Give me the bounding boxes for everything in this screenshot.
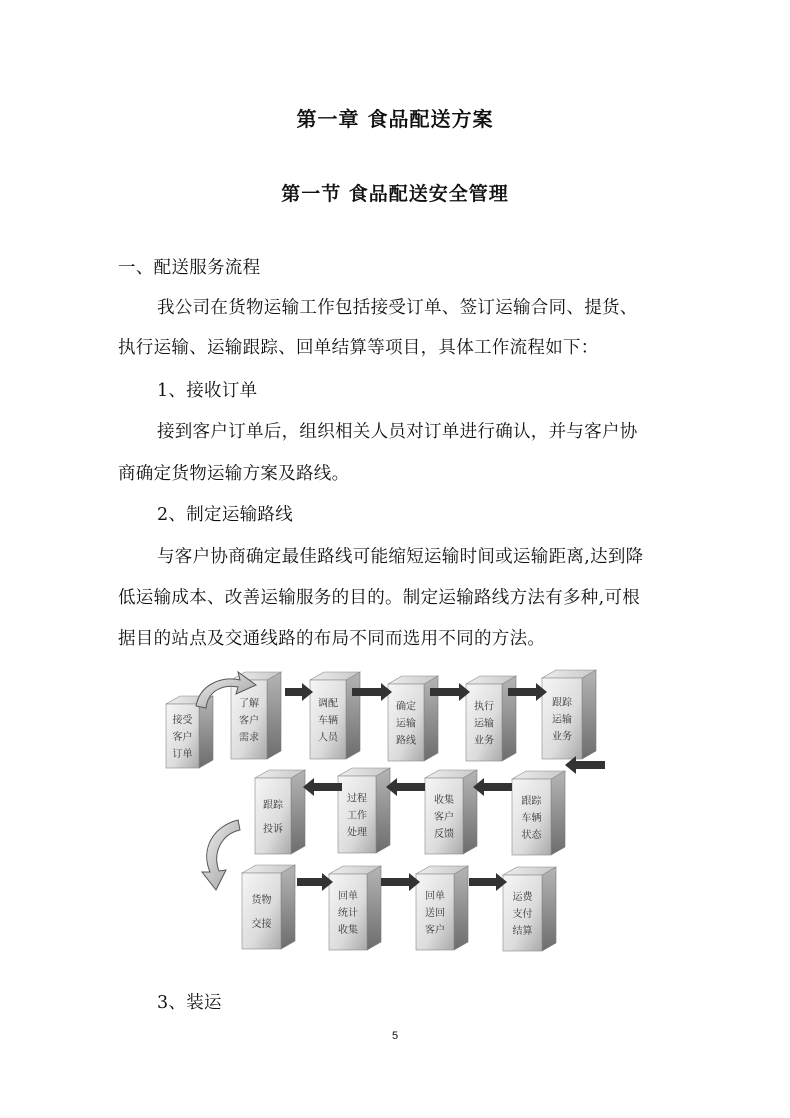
flow-arrow-r2-1 bbox=[473, 778, 512, 796]
flow-box-label: 收集 bbox=[338, 925, 358, 936]
flow-box-label: 路线 bbox=[396, 735, 416, 747]
step1-line-2: 商确定货物运输方案及路线。 bbox=[118, 464, 350, 484]
flow-box-row1-3 bbox=[310, 672, 360, 759]
intro-line-1: 我公司在货物运输工作包括接受订单、签订运输合同、提货、 bbox=[157, 298, 638, 318]
flow-box-label: 客户 bbox=[172, 732, 193, 743]
flow-box-label: 货物 bbox=[251, 895, 272, 906]
flow-arrow-r3-2 bbox=[381, 873, 420, 891]
flow-box-label: 回单 bbox=[338, 891, 358, 902]
flow-box-label: 投诉 bbox=[263, 824, 283, 835]
flow-arrow-r2-2 bbox=[386, 778, 425, 796]
flow-box-label: 人员 bbox=[318, 732, 338, 744]
flow-box-label: 跟踪 bbox=[552, 697, 572, 709]
flow-box-row3-4 bbox=[503, 867, 556, 951]
flow-box-row3-3 bbox=[416, 866, 468, 950]
flow-arrow-r2-3 bbox=[303, 778, 342, 796]
step2-line-3: 据目的站点及交通线路的布局不同而选用不同的方法。 bbox=[118, 629, 546, 649]
step2-title: 2、制定运输路线 bbox=[157, 505, 294, 525]
flow-box-label: 客户 bbox=[239, 715, 259, 727]
flow-box-label: 过程 bbox=[347, 793, 367, 805]
flow-box-label: 运费 bbox=[512, 892, 533, 903]
flow-box-label: 状态 bbox=[521, 830, 542, 841]
step3-title: 3、装运 bbox=[157, 993, 222, 1013]
flow-box-label: 工作 bbox=[347, 810, 367, 822]
step2-line-1: 与客户协商确定最佳路线可能缩短运输时间或运输距离,达到降 bbox=[157, 547, 644, 567]
flow-arrow-r3-3 bbox=[469, 873, 507, 891]
flow-box-label: 支付 bbox=[512, 909, 533, 920]
curved-arrow-left bbox=[202, 820, 240, 890]
flow-box-label: 车辆 bbox=[521, 813, 542, 824]
flow-box-label: 车辆 bbox=[318, 715, 338, 727]
section-title: 第一节 食品配送安全管理 bbox=[281, 183, 509, 205]
flow-box-label: 运输 bbox=[552, 714, 572, 726]
flow-box-label: 反馈 bbox=[434, 829, 454, 840]
flow-box-row3-2 bbox=[329, 866, 381, 950]
step2-line-2: 低运输成本、改善运输服务的目的。制定运输路线方法有多种,可根 bbox=[118, 588, 641, 608]
step1-line-1: 接到客户订单后，组织相关人员对订单进行确认，并与客户协 bbox=[157, 422, 638, 442]
flow-box-row2-3 bbox=[425, 770, 477, 854]
flow-box-label: 运输 bbox=[396, 718, 416, 730]
step1-title: 1、接收订单 bbox=[157, 381, 258, 401]
flow-box-label: 执行 bbox=[474, 701, 494, 713]
flow-box-label: 确定 bbox=[396, 701, 416, 713]
flow-box-label: 了解 bbox=[239, 698, 259, 710]
flow-box-label: 客户 bbox=[425, 925, 445, 936]
flow-box-label: 处理 bbox=[347, 827, 367, 839]
flow-box-label: 需求 bbox=[239, 732, 259, 744]
flow-box-label: 接受 bbox=[172, 715, 193, 726]
flow-arrow-r3-1 bbox=[297, 873, 333, 891]
flow-box-label: 收集 bbox=[434, 795, 454, 806]
flow-box-label: 统计 bbox=[338, 908, 358, 919]
flow-box-row1-6 bbox=[542, 670, 596, 759]
heading-service-flow: 一、配送服务流程 bbox=[118, 258, 261, 278]
flow-box-row2-1 bbox=[255, 770, 305, 854]
flow-box-label: 客户 bbox=[434, 812, 454, 823]
intro-line-2: 执行运输、运输跟踪、回单结算等项目，具体工作流程如下： bbox=[118, 338, 599, 358]
flow-box-label: 交接 bbox=[251, 919, 272, 930]
flow-box-row2-2 bbox=[338, 768, 390, 853]
flow-box-row3-1 bbox=[242, 865, 295, 949]
flow-box-label: 业务 bbox=[552, 731, 572, 743]
flow-box-label: 回单 bbox=[425, 891, 445, 902]
flow-box-label: 运输 bbox=[474, 718, 494, 730]
flow-box-label: 调配 bbox=[318, 698, 338, 710]
flow-box-label: 送回 bbox=[425, 908, 445, 919]
flow-box-label: 结算 bbox=[512, 926, 533, 937]
flow-box-label: 跟踪 bbox=[521, 796, 542, 807]
flow-box-label: 业务 bbox=[474, 735, 494, 747]
chapter-title: 第一章 食品配送方案 bbox=[296, 107, 494, 131]
page-number: 5 bbox=[391, 1030, 399, 1042]
flow-box-label: 跟踪 bbox=[263, 800, 283, 811]
flow-box-row2-4 bbox=[512, 771, 565, 855]
flow-arrow-r1-1 bbox=[285, 683, 313, 701]
flow-box-label: 订单 bbox=[172, 749, 193, 760]
